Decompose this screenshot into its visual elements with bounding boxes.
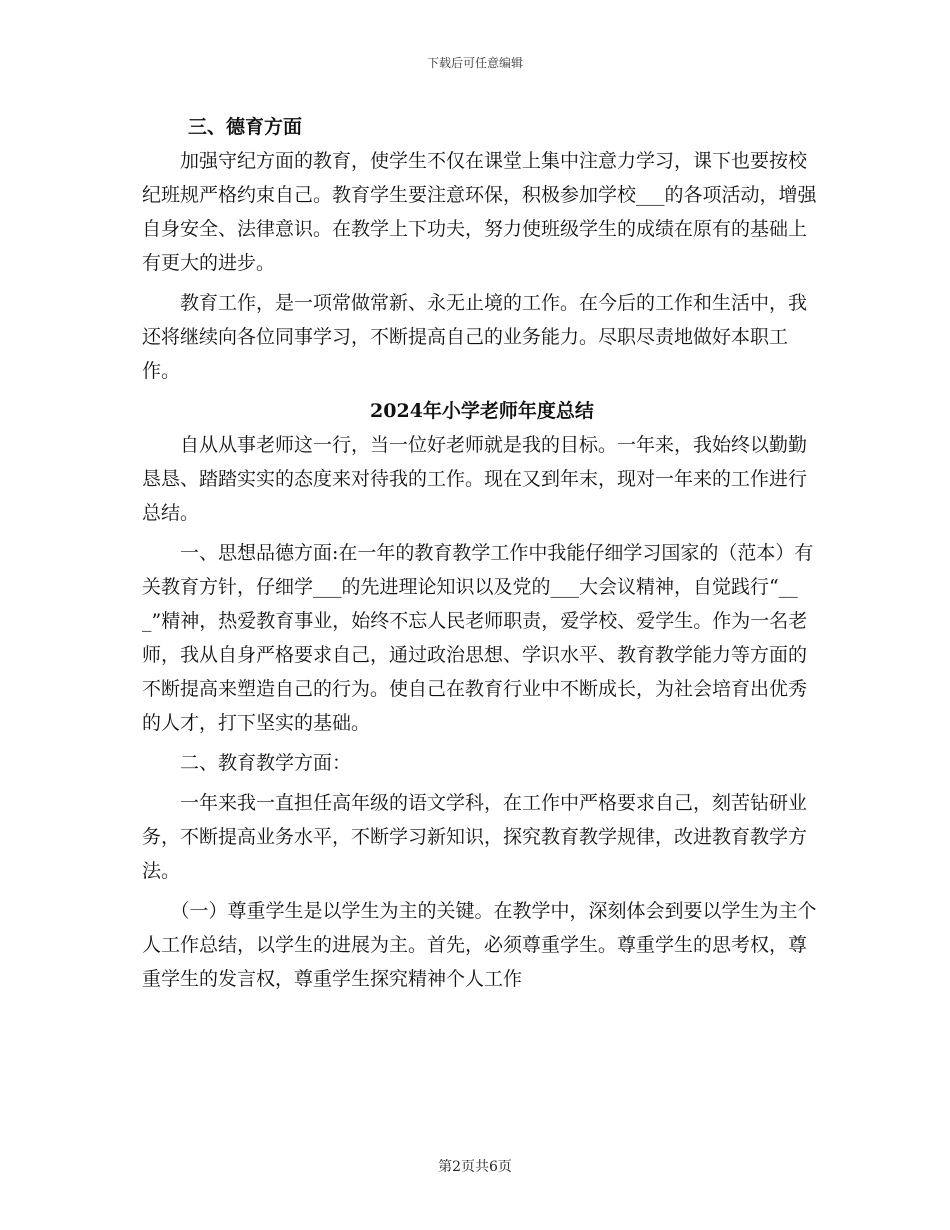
section-heading-moral: 三、德育方面 <box>188 116 303 138</box>
paragraph: 加强守纪方面的教育，使学生不仅在课堂上集中注意力学习，课下也要按校纪班规严格约束自己。教育学生要注意环保，积极参加学校___的各项活动，增强自身安全、法律意识。在教学上下功夫，努力使班级学生的成绩在原有的基础上有更大的进步。 <box>142 150 817 274</box>
document-body <box>142 110 822 996</box>
paragraph-part1: 一、思想品德方面:在一年的教育教学工作中我能仔细学习国家的（范本）有关教育方针，仔细学___的先进理论知识以及党的___大会议精神，自觉践行“___”精神，热爱教育事业，始终不忘人民老师职责，爱学校、爱学生。作为一名老师，我从自身严格要求自己，通过政治思想、学识水平、教育教学能力等方面的不断提高来塑造自己的行为。使自己在教育行业中不断成长，为社会培育出优秀的人才，打下坚实的基础。 <box>142 542 814 734</box>
page-header: 下载后可任意编辑 <box>426 56 523 70</box>
paragraph: 教育工作，是一项常做常新、永无止境的工作。在今后的工作和生活中，我还将继续向各位同事学习，不断提高自己的业务能力。尽职尽责地做好本职工作。 <box>142 292 808 382</box>
paragraph: 一年来我一直担任高年级的语文学科，在工作中严格要求自己，刻苦钻研业务，不断提高业务水平，不断学习新知识，探究教育教学规律，改进教育教学方法。 <box>142 792 808 882</box>
part2-heading: 二、教育教学方面： <box>180 752 352 774</box>
page-number: 第2页共6页 <box>438 1159 512 1175</box>
paragraph-intro: 自从从事老师这一行，当一位好老师就是我的目标。一年来，我始终以勤勤恳恳、踏踏实实的态度来对待我的工作。现在又到年末，现对一年来的工作进行总结。 <box>142 434 808 524</box>
paragraph: （一）尊重学生是以学生为主的关键。在教学中，深刻体会到要以学生为主个人工作总结，以学生的进展为主。首先，必须尊重学生。尊重学生的思考权，尊重学生的发言权，尊重学生探究精神个人工作 <box>142 900 817 990</box>
document-title: 2024年小学老师年度总结 <box>370 400 594 422</box>
